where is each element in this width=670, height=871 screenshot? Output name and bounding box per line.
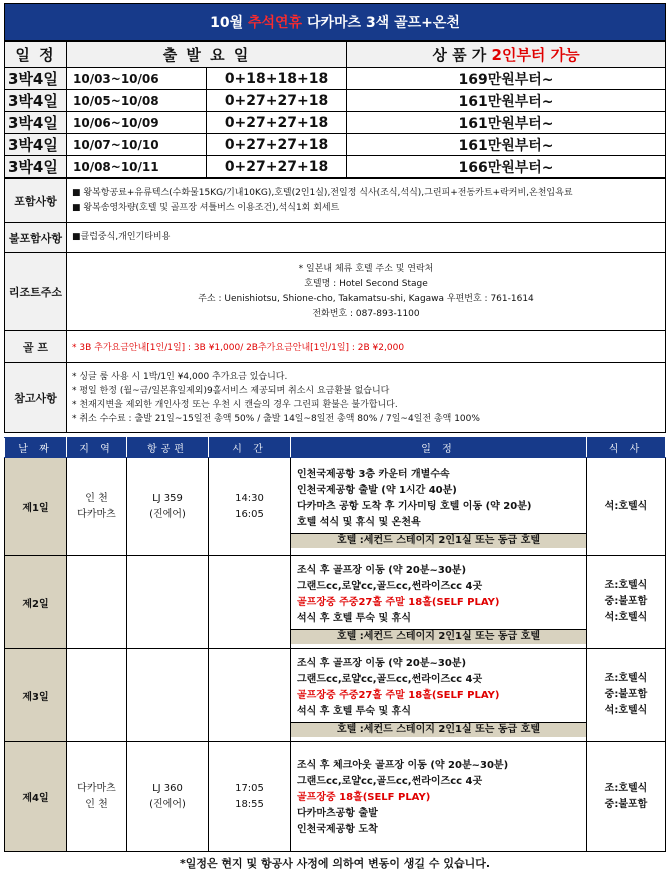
meal-line: 중:불포함	[604, 798, 648, 810]
itinerary-cell	[291, 556, 587, 649]
itinerary-line: 그랜드cc,로얄cc,골드cc,썬라이즈cc 4곳	[297, 673, 483, 685]
itinerary-cell	[291, 649, 587, 742]
flight-line: (진에어)	[149, 798, 186, 810]
time-line: 16:05	[235, 508, 264, 520]
excluded-body: ■클럽중식,개인기타비용	[67, 223, 666, 253]
col-itinerary: 일 정	[291, 438, 587, 458]
note-line: * 취소 수수료 : 출발 21일~15일전 총액 50% / 출발 14일~8일전 총액 80% / 7일~4일전 총액 100%	[72, 413, 480, 424]
golf-rounds: 0+27+27+18	[207, 90, 347, 112]
meals-cell	[587, 556, 666, 649]
meal-line: 석:호텔식	[604, 705, 648, 716]
col-price-note: 2인부터 가능	[491, 46, 580, 64]
price: 166만원부터~	[347, 156, 666, 178]
region-line: 인 천	[85, 492, 108, 504]
col-schedule: 일 정	[5, 42, 67, 68]
tour-brochure	[4, 3, 666, 871]
itinerary-highlight: 골프장중 주중27홀 주말 18홀(SELF PLAY)	[297, 689, 500, 701]
meal-line: 중:불포함	[604, 689, 648, 700]
itinerary-line: 인천국제공항 3층 카운터 개별수속	[297, 469, 450, 480]
notes-row	[5, 363, 666, 433]
notes-label: 참고사항	[5, 363, 67, 433]
page-title	[4, 3, 666, 41]
title-product: 다카마츠 3색 골프+온천	[306, 15, 460, 31]
itinerary-line: 석식 후 호텔 투숙 및 휴식	[297, 612, 412, 624]
resort-line: 호텔명 : Hotel Second Stage	[304, 278, 428, 289]
price: 169만원부터~	[347, 68, 666, 90]
trip-length: 3박4일	[5, 112, 67, 134]
meal-line: 석:호텔식	[604, 500, 648, 512]
itinerary-line: 조식 후 체크아웃 골프장 이동 (약 20분~30분)	[297, 759, 509, 771]
price-table	[4, 41, 666, 178]
departure-dates: 10/08~10/11	[67, 156, 207, 178]
col-date: 날 짜	[5, 438, 67, 458]
included-row	[5, 179, 666, 223]
resort-line: 전화번호 : 087-893-1100	[312, 308, 420, 319]
region-cell	[67, 458, 127, 556]
hotel-bar: 호텔 :세컨드 스테이지 2인1실 또는 동급 호텔	[291, 533, 586, 548]
col-flight: 항공편	[127, 438, 209, 458]
included-label: 포함사항	[5, 179, 67, 223]
time-cell	[209, 556, 291, 649]
time-cell	[209, 649, 291, 742]
price: 161만원부터~	[347, 90, 666, 112]
golf-label: 골 프	[5, 331, 67, 363]
day-label: 제2일	[5, 556, 67, 649]
departure-dates: 10/06~10/09	[67, 112, 207, 134]
flight-line: (진에어)	[149, 508, 186, 520]
itinerary-line: 석식 후 호텔 투숙 및 휴식	[297, 705, 412, 717]
trip-length: 3박4일	[5, 90, 67, 112]
itinerary-line: 그랜드cc,로얄cc,골드cc,썬라이즈cc 4곳	[297, 580, 483, 592]
price-row	[5, 112, 666, 134]
itinerary-line: 다카마츠공항 출발	[297, 807, 378, 819]
departure-dates: 10/05~10/08	[67, 90, 207, 112]
notes-body	[67, 363, 666, 433]
resort-line: 주소 : Uenishiotsu, Shione-cho, Takamatsu-shi, Kagawa 우편번호 : 761-1614	[198, 293, 534, 304]
footer-note: *일정은 현지 및 항공사 사정에 의하여 변동이 생길 수 있습니다.	[179, 857, 491, 870]
meals-cell	[587, 649, 666, 742]
meal-line: 조:호텔식	[604, 673, 648, 684]
price-row	[5, 90, 666, 112]
itinerary-highlight: 골프장중 18홀(SELF PLAY)	[297, 791, 431, 803]
price-row	[5, 68, 666, 90]
golf-rounds: 0+18+18+18	[207, 68, 347, 90]
col-meals: 식 사	[587, 438, 666, 458]
schedule-table	[4, 437, 666, 852]
departure-dates: 10/07~10/10	[67, 134, 207, 156]
day-label: 제3일	[5, 649, 67, 742]
golf-rounds: 0+27+27+18	[207, 134, 347, 156]
region-cell	[67, 649, 127, 742]
price: 161만원부터~	[347, 112, 666, 134]
region-line: 인 천	[85, 798, 108, 810]
itinerary-line: 호텔 석식 및 휴식 및 온천욕	[297, 517, 421, 528]
time-line: 14:30	[235, 492, 264, 504]
region-line: 다카마츠	[77, 782, 116, 794]
golf-body: * 3B 추가요금안내[1인/1일] : 3B ¥1,000/ 2B추가요금안내[1인/1일] : 2B ¥2,000	[67, 331, 666, 363]
col-time: 시 간	[209, 438, 291, 458]
itinerary-line: 조식 후 골프장 이동 (약 20분~30분)	[297, 564, 467, 576]
itinerary-line: 인천국제공항 도착	[297, 823, 378, 835]
price: 161만원부터~	[347, 134, 666, 156]
schedule-row	[5, 649, 666, 742]
trip-length: 3박4일	[5, 68, 67, 90]
flight-cell	[127, 742, 209, 852]
hotel-bar: 호텔 :세컨드 스테이지 2인1실 또는 동급 호텔	[291, 722, 586, 737]
meals-cell	[587, 458, 666, 556]
itinerary-line: 그랜드cc,로얄cc,골드cc,썬라이즈cc 4곳	[297, 775, 483, 787]
region-line: 다카마츠	[77, 508, 116, 520]
flight-cell	[127, 649, 209, 742]
day-label: 제4일	[5, 742, 67, 852]
trip-length: 3박4일	[5, 156, 67, 178]
schedule-header	[5, 438, 666, 458]
price-row	[5, 156, 666, 178]
title-month: 10월	[210, 15, 244, 31]
hotel-bar: 호텔 :세컨드 스테이지 2인1실 또는 동급 호텔	[291, 629, 586, 644]
price-row	[5, 134, 666, 156]
region-cell	[67, 556, 127, 649]
included-line: ■ 왕복송영차량(호텔 및 골프장 셔틀버스 이용조건),석식1회 회세트	[72, 202, 340, 213]
col-price-label: 상 품 가	[432, 46, 487, 64]
itinerary-highlight: 골프장중 주중27홀 주말 18홀(SELF PLAY)	[297, 596, 500, 608]
region-cell	[67, 742, 127, 852]
time-cell	[209, 742, 291, 852]
note-line: * 평일 한정 (월~금/일본휴일제외)9홀서비스 제공되며 취소시 요금환불 없습니다	[72, 385, 390, 396]
meal-line: 조:호텔식	[604, 782, 648, 794]
resort-line: * 일본내 체류 호텔 주소 및 연락처	[298, 263, 434, 274]
schedule-row	[5, 458, 666, 556]
itinerary-cell	[291, 458, 587, 556]
trip-length: 3박4일	[5, 134, 67, 156]
flight-line: LJ 360	[152, 782, 183, 794]
price-table-header	[5, 42, 666, 68]
resort-label: 리조트주소	[5, 253, 67, 331]
excluded-label: 불포함사항	[5, 223, 67, 253]
col-departure: 출 발 요 일	[67, 42, 347, 68]
excluded-row	[5, 223, 666, 253]
meal-line: 조:호텔식	[604, 580, 648, 591]
itinerary-line: 인천국제공항 출발 (약 1시간 40분)	[297, 485, 457, 496]
itinerary-line: 다카마츠 공항 도착 후 기사미팅 호텔 이동 (약 20분)	[297, 501, 532, 512]
departure-dates: 10/03~10/06	[67, 68, 207, 90]
meals-cell	[587, 742, 666, 852]
meal-line: 중:불포함	[604, 596, 648, 607]
golf-row	[5, 331, 666, 363]
itinerary-line: 조식 후 골프장 이동 (약 20분~30분)	[297, 657, 467, 669]
time-line: 17:05	[235, 782, 264, 794]
flight-cell	[127, 556, 209, 649]
title-highlight: 추석연휴	[247, 15, 303, 31]
schedule-row	[5, 742, 666, 852]
day-label: 제1일	[5, 458, 67, 556]
time-cell	[209, 458, 291, 556]
note-line: * 싱글 룸 사용 시 1박/1인 ¥4,000 추가요금 있습니다.	[72, 371, 288, 382]
info-table	[4, 178, 666, 433]
col-price	[347, 42, 666, 68]
golf-rounds: 0+27+27+18	[207, 156, 347, 178]
resort-body	[67, 253, 666, 331]
resort-row	[5, 253, 666, 331]
meal-line: 석:호텔식	[604, 612, 648, 623]
note-line: * 천재지변을 제외한 개인사정 또는 우천 시 캔슬의 경우 그린피 환불은 불가합니다.	[72, 399, 398, 410]
schedule-row	[5, 556, 666, 649]
flight-line: LJ 359	[152, 492, 183, 504]
col-region: 지 역	[67, 438, 127, 458]
flight-cell	[127, 458, 209, 556]
included-line: ■ 왕복항공료+유류텍스(수화물15KG/기내10KG),호텔(2인1실),전일정 식사(조식,석식),그린피+전동카트+락커비,온천입욕료	[72, 187, 573, 198]
included-body	[67, 179, 666, 223]
itinerary-cell	[291, 742, 587, 852]
golf-rounds: 0+27+27+18	[207, 112, 347, 134]
time-line: 18:55	[235, 798, 264, 810]
